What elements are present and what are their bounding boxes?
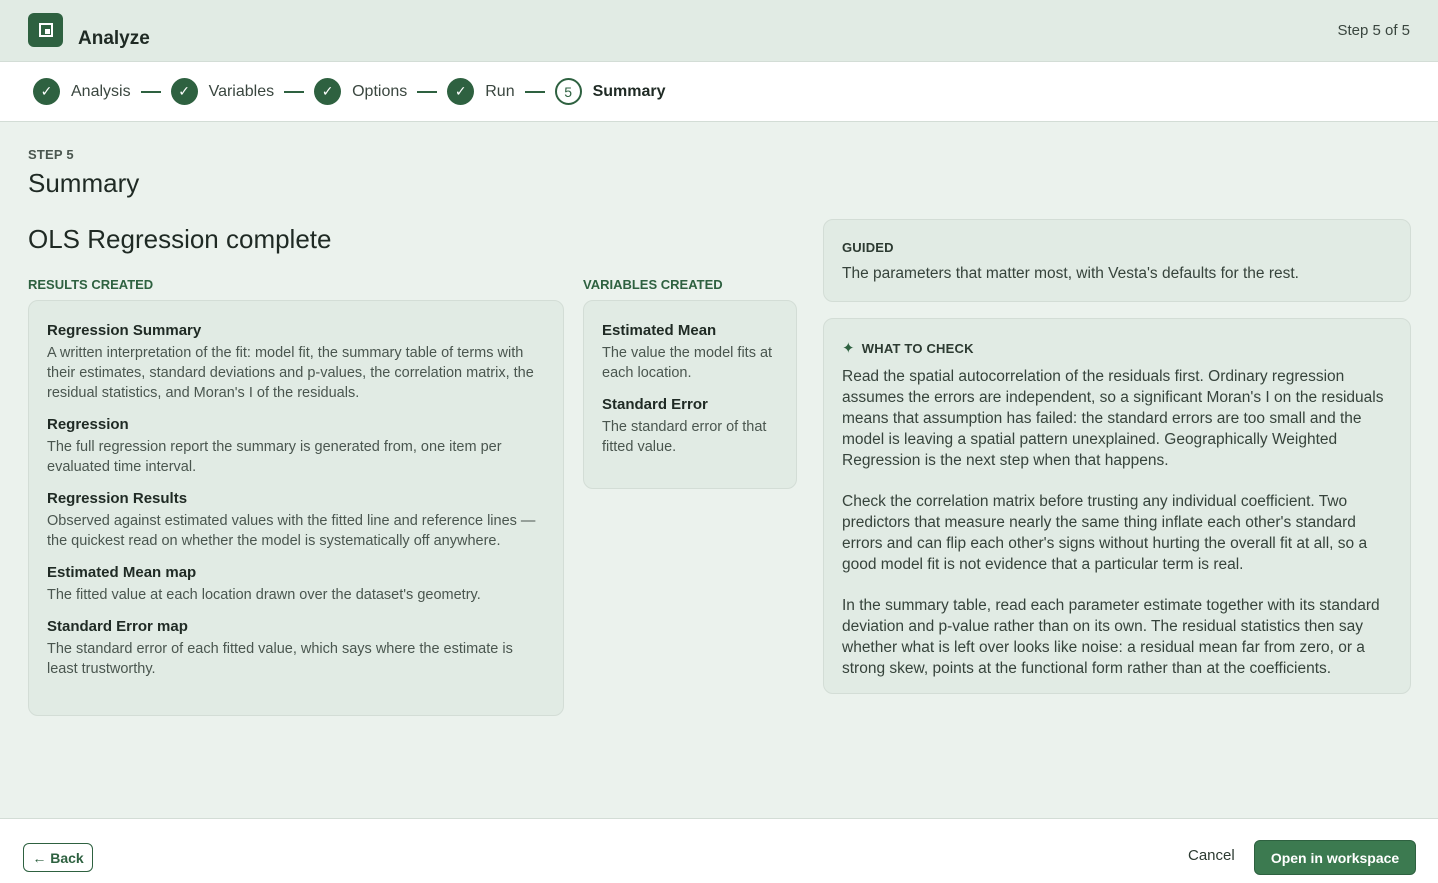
check-paragraph: Check the correlation matrix before trusting any individual coefficient. Two predictors that measure nearly the same thing inflate each other's standard errors and can flip each other's signs without hurting the overall fit at all, so a good model fit is not evidence that a particular term is real. — [842, 493, 1368, 573]
panel-icon — [28, 13, 63, 47]
step-label: Summary — [592, 82, 666, 100]
step-eyebrow: STEP 5 — [28, 147, 74, 162]
check-icon: ✓ — [171, 78, 198, 105]
guided-panel — [823, 219, 1411, 302]
step-connector — [141, 91, 161, 93]
item-description: A written interpretation of the fit: model fit, the summary table of terms with their estimates, standard deviations and p-values, the correlation matrix, the residual statistics, and Moran's I of the residuals. — [47, 345, 534, 401]
variables-created-label: VARIABLES CREATED — [583, 277, 723, 292]
list-item — [47, 564, 545, 605]
list-item — [47, 322, 545, 403]
what-to-check-panel — [823, 318, 1411, 694]
item-description: Observed against estimated values with the fitted line and reference lines — the quickest read on whether the model is systematically off anywhere. — [47, 513, 536, 549]
what-to-check-label: WHAT TO CHECK — [861, 340, 974, 356]
item-title: Standard Error map — [47, 618, 188, 635]
step-label: Analysis — [71, 82, 131, 100]
check-icon: ✓ — [33, 78, 60, 105]
item-description: The standard error of that fitted value. — [602, 419, 767, 455]
guided-label: GUIDED — [842, 240, 894, 255]
check-paragraph: In the summary table, read each parameter estimate together with its standard deviation and p-value rather than on its own. The residual statistics then say whether what is left over looks like noise: a residual mean far from zero, or a strong skew, points at the functional form rather than at the coefficients. — [842, 597, 1380, 677]
result-title: OLS Regression complete — [28, 224, 332, 254]
back-button[interactable]: ← Back — [23, 843, 93, 872]
list-item — [602, 396, 778, 457]
what-to-check-header — [842, 339, 1392, 357]
app-title: Analyze — [78, 28, 150, 49]
check-paragraph: Read the spatial autocorrelation of the residuals first. Ordinary regression assumes the errors are independent, so a significant Moran's I on the residuals means that assumption has failed: the standard errors are too small and the model is leaving a spatial pattern unexplained. Geographically Weighted Regression is the next step when that happens. — [842, 368, 1384, 469]
step-options[interactable] — [314, 78, 407, 105]
step-label: Variables — [208, 82, 275, 100]
app-header — [0, 0, 1438, 62]
step-run[interactable] — [447, 78, 514, 105]
step-label: Options — [352, 82, 408, 100]
what-to-check-body — [842, 366, 1392, 679]
step-connector — [525, 91, 545, 93]
item-title: Regression Results — [47, 490, 188, 507]
item-description: The value the model fits at each location. — [602, 345, 773, 381]
sparkle-icon: ✦ — [842, 340, 855, 357]
list-item — [602, 322, 778, 383]
item-title: Estimated Mean — [602, 322, 717, 339]
item-title: Standard Error — [602, 396, 708, 413]
step-summary — [555, 78, 666, 105]
item-description: The standard error of each fitted value, which says where the estimate is least trustworthy. — [47, 641, 513, 677]
check-icon: ✓ — [447, 78, 474, 105]
results-created-label: RESULTS CREATED — [28, 277, 154, 292]
step-counter: Step 5 of 5 — [1337, 22, 1410, 39]
step-variables[interactable] — [171, 78, 275, 105]
step-number: 5 — [555, 78, 582, 105]
item-description: The fitted value at each location drawn over the dataset's geometry. — [47, 587, 481, 603]
results-card — [28, 300, 564, 716]
item-description: The full regression report the summary is generated from, one item per evaluated time interval. — [47, 439, 502, 475]
wizard-footer — [0, 818, 1438, 883]
item-title: Regression — [47, 416, 129, 433]
list-item — [47, 618, 545, 679]
list-item — [47, 490, 545, 551]
progress-stepper — [0, 62, 1438, 122]
step-analysis[interactable] — [33, 78, 131, 105]
guided-text: The parameters that matter most, with Vesta's defaults for the rest. — [842, 265, 1299, 282]
list-item — [47, 416, 545, 477]
step-label: Run — [485, 82, 515, 100]
step-connector — [284, 91, 304, 93]
item-title: Estimated Mean map — [47, 564, 197, 581]
step-connector — [417, 91, 437, 93]
open-in-workspace-button[interactable]: Open in workspace — [1254, 840, 1416, 875]
check-icon: ✓ — [314, 78, 341, 105]
page-title: Summary — [28, 168, 140, 198]
item-title: Regression Summary — [47, 322, 202, 339]
cancel-button[interactable]: Cancel — [1188, 847, 1235, 864]
variables-card — [583, 300, 797, 489]
